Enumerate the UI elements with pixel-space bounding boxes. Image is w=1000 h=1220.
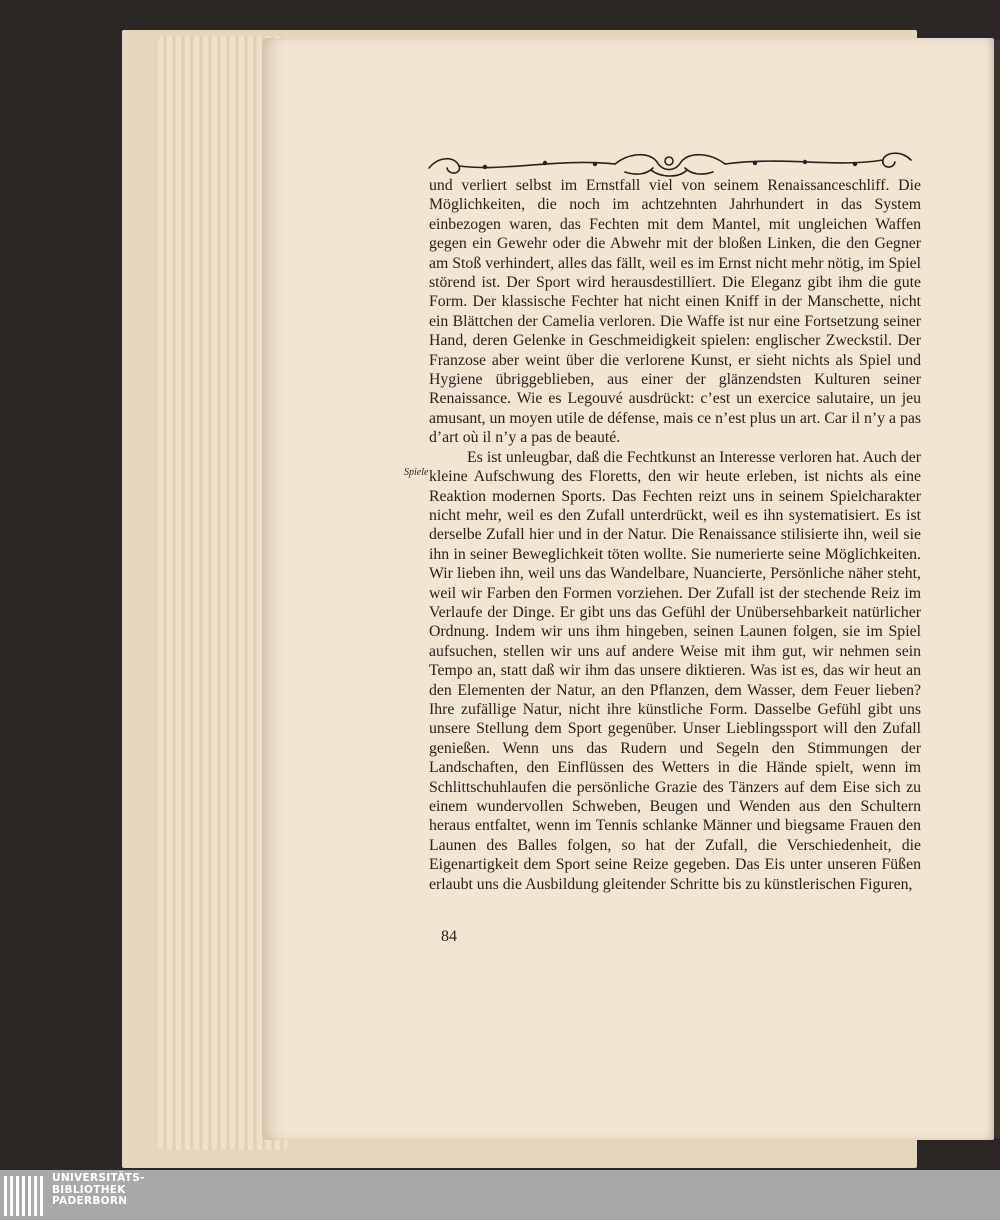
paragraph: Es ist unleugbar, daß die Fechtkunst an Interesse verloren hat. Auch der kleine Aufschwung des Floretts, den wir heute erleben, ist nichts als eine Reaktion modernen Sports. Das Fechten reizt uns in seinem Spielcharakter nicht mehr, weil es den Zufall unterdrückt, weil es ihn systematisiert. Es ist derselbe Zufall hier und in der Natur. Die Renaissance stilisierte ihn, weil sie ihn in seiner Beweglichkeit töten wollte. Sie numerierte seine Möglichkeiten. Wir lieben ihn, weil uns das Wandelbare, Nuancierte, Persönliche näher steht, weil wir Farben den Formen vorziehen. Der Zufall ist der stechende Reiz im Verlaufe der Dinge. Er gibt uns das Gefühl der Unübersehbarkeit natürlicher Ordnung. Indem wir uns ihm hingeben, seinen Launen folgen, sie im Spiel aufsuchen, stellen wir uns auf andere Weise mit ihm gut, wir nehmen sein Tempo an, statt daß wir ihm das unsere diktieren. Was ist es, das wir heut an den Elementen der Natur, an den Pflanzen, dem Wasser, dem Feuer lieben? Ihre zufällige Natur, nicht ihre künstliche Form. Dasselbe Gefühl gibt uns unsere Stellung dem Sport gegenüber. Unser Lieblingssport will den Zufall genießen. Wenn uns das Rudern und Segeln den Stimmungen der Landschaften, den Einflüssen des Wetters in die Hände spielt, wenn im Schlittschuhlaufen die persönliche Grazie des Tänzers auf dem Eise sich zu einem wundervollen Schweben, Beugen und Wenden aus den Schultern heraus entfaltet, wenn im Tennis schlanke Männer und biegsame Frauen den Launen des Balles folgen, so hat der Zufall, die Verschiedenheit, die Eigenartigkeit dem Sport seine Reize gegeben. Das Eis unter unseren Füßen erlaubt uns die Ausbildung gleitender Schritte bis zu künstlerischen Figuren, — [429, 448, 921, 893]
library-name-line: BIBLIOTHEK — [52, 1183, 126, 1196]
footer-bar — [0, 1170, 1000, 1220]
margin-note: Spiele — [404, 467, 429, 478]
paragraph: und verliert selbst im Ernstfall viel von seinem Renaissanceschliff. Die Möglichkeiten, die noch im achtzehnten Jahrhundert in das System einbezogen waren, das Fechten mit dem Mantel, mit ungleichen Waffen gegen ein Gewehr oder die Abwehr mit der bloßen Linken, die den Gegner am Stoß verhindert, alles das fällt, weil es im Ernst nicht mehr nötig, im Spiel störend ist. Der Sport wird herausdestilliert. Die Eleganz gibt ihm die gute Form. Der klassische Fechter hat nicht einen Kniff in der Manschette, nicht ein Blättchen der Camelia verloren. Die Waffe ist nur eine Fortsetzung seiner Hand, deren Gelenke in Geschmeidigkeit spielen: englischer Zweckstil. Der Franzose aber weint über die verlorene Kunst, er sieht nichts als Spiel und Hygiene übriggeblieben, aus einer der glänzendsten Kulturen seiner Renaissance. Wie es Legouvé ausdrückt: c’est un exercice salutaire, un jeu amusant, un moyen utile de défense, mais ce n’est plus un art. Car il n’y a pas d’art où il n’y a pas de beauté. — [429, 177, 921, 447]
library-name-line: PADERBORN — [52, 1195, 128, 1207]
page-edge-shadow — [994, 40, 1000, 1138]
page-number: 84 — [441, 928, 457, 945]
library-name — [52, 1173, 145, 1208]
body-text — [429, 176, 921, 894]
library-logo-icon — [0, 1170, 48, 1220]
library-name-line: UNIVERSITÄTS- — [52, 1172, 145, 1184]
